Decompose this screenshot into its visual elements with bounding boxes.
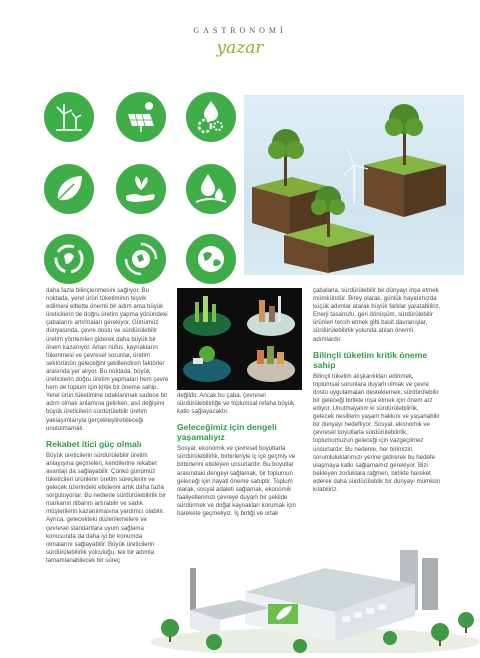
recycle-globe-icon xyxy=(44,234,94,284)
paragraph: çabalarla, sürdürülebilir bir dünyayı inşa etmek mümkündür. Birey olarak, günlük hayatımızda küçük adımlar atarak büyük farklar yaratabiliriz. Enerji tasarrufu, geri dönüşüm, sürdürülebilir ürünleri tercih etmek gibi basit davranışlar, sürdürülebilirlik yolunda atılan önemli adımlardır. xyxy=(313,287,441,343)
paragraph: Sosyal, ekonomik ve çevresel boyutlarla sürdürülebilirlik, birbirleriyle iç içe geçmiş ve birbirlerini etkileyen unsurlardır. Bu boyutlar arasındaki dengeyi sağlamak, bir toplumun geleceği için hayati öneme sahiptir. Toplum olarak, sosyal adaleti sağlamak, ekonomik faaliyetlerimizi çevreye duyarlı bir şekilde sürdürmek ve doğal kaynakları korumak için harekete geçmeliyiz. İş birliği ve ortak xyxy=(177,445,296,518)
paragraph: Büyük üreticilerin sürdürülebilir üretim anlayışına geçmeleri, kendilerine rekabet avantajı da sağlayabilir. Çünkü günümüz tüketicileri ürünlerin üretim süreçlerini ve gelecek üzerindeki etkilerini artık daha fazla sorguluyorlar. Bu nedenle sürdürülebilirlik bir markanın itibarını artırabilir ve sadık müşterilerin kazanılmasına yardımcı olabilir. Ayrıca, gelecekteki düzenlemelere ve çevresel standartlara uyum sağlama konusunda da daha iyi bir konumda olmalarını sağlayabilir. Büyük üreticilerin sürdürülebilirlik yolculuğu, tek bir adımla tamamlanabilecek bir süreç xyxy=(46,451,166,564)
earth-cycle-icon xyxy=(116,234,166,284)
paragraph: değildir. Ancak bu çaba, çevresel sürdürülebilirliğe ve toplumsal refaha büyük katkı sağlayacaktır. xyxy=(177,392,295,416)
magazine-title: GASTRONOMİ xyxy=(193,26,287,35)
eco-soil-cubes-photo xyxy=(244,95,464,275)
eco-globe-icon xyxy=(186,234,236,284)
wind-turbine-icon xyxy=(44,92,94,142)
plant-hand-icon xyxy=(116,164,166,214)
water-gear-icon xyxy=(186,92,236,142)
section-label: yazar xyxy=(216,38,264,58)
eco-illustration-artwork xyxy=(177,288,302,390)
text-column-3 xyxy=(313,287,441,494)
paragraph: daha fazla bilinçlenmesini sağlıyor. Bu noktada, yerel ürün tüketiminin teşvik edilmesi elbette önemli bir adım ama büyük üreticilerin de doğru üretim yapma yönündeki çabalarını artırmaları gerekiyor. Günümüz dünyasında, çevre dostu ve sürdürülebilir üretim yöntemleri giderek daha büyük bir önem kazanıyor. Artan nüfus, kaynakların tükenmesi ve çevresel sorunlar, üretim sektörünün geleceğini şekillendiren faktörler arasında yer alıyor. Bu noktada, büyük üreticilerin doğru üretim yapmaları hem çevre hem de toplum için kritik bir öneme sahip. Yerel ürün tüketimine odaklanmak sadece bir adım olmak anlamına gelirken, asıl değişimi büyük üreticilerin sürdürülebilir üretim yaklaşımlarıyla gerçekleştirebileceği unutulmamalı. xyxy=(46,287,169,432)
section-heading: Rekabet itici güç olmalı xyxy=(46,438,142,449)
eco-icon-grid xyxy=(44,92,242,282)
leaf-icon xyxy=(44,164,94,214)
solar-panel-icon xyxy=(116,92,166,142)
paragraph: Bilinçli tüketim alışkanlıkları edinmek, toplumsal sorunlara duyarlı olmak ve çevre dostu uygulamaları desteklemek, sürdürülebilir bir geleceği birlikte inşa etmek için önem arz ediyor. Unutmayalım ki sürdürülebilirlik, gelecek nesillerin yaşam hakkını ve yaşanabilir bir dünyayı hedefliyor. Sosyal, ekonomik ve çevresel boyutlarla sürdürülebilirlik, toplumumuzun geleceği için vazgeçilmez unsurlardır. Bu nedenle, her birimizin sorumluluklarımızı yerine getirerek bu hedefe ulaşmaya katkı sağlamamız gerekiyor. Bizi bekleyen zorluklara rağmen, birlikte hareket ederek daha sürdürülebilir bir dünyayı mümkün kılabiliriz. xyxy=(313,372,441,493)
section-heading: Geleceğimiz için dengeli yaşamalıyız xyxy=(177,422,277,443)
section-heading: Bilinçli tüketim kritik öneme sahip xyxy=(313,349,428,370)
green-factory-illustration xyxy=(150,520,480,653)
water-drop-icon xyxy=(186,164,236,214)
text-column-2 xyxy=(177,392,303,518)
